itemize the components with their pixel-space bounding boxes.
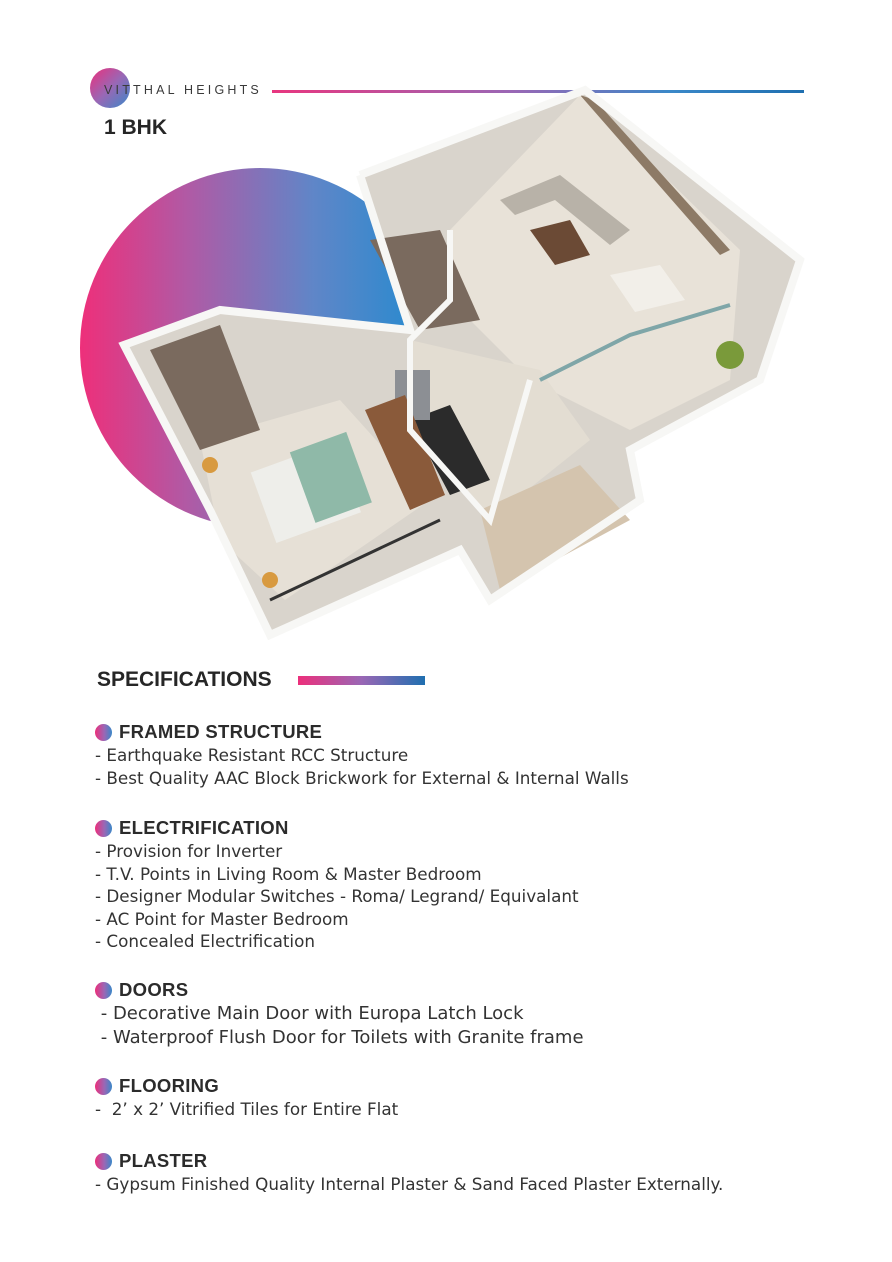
spec-item: - AC Point for Master Bedroom	[95, 908, 349, 929]
unit-type-title: 1 BHK	[104, 116, 168, 139]
lamp-1	[202, 457, 218, 473]
spec-section-framed-structure	[95, 720, 629, 789]
section-heading: ELECTRIFICATION	[119, 817, 289, 838]
section-heading: FLOORING	[119, 1075, 220, 1096]
section-heading: PLASTER	[119, 1150, 208, 1171]
spec-section-doors	[95, 978, 584, 1050]
spec-item: - T.V. Points in Living Room & Master Bedroom	[95, 863, 482, 884]
spec-item: - Best Quality AAC Block Brickwork for External & Internal Walls	[95, 767, 629, 788]
spec-item: - 2’ x 2’ Vitrified Tiles for Entire Flat	[95, 1099, 399, 1119]
bullet-dot-icon	[95, 820, 112, 837]
spec-item: - Earthquake Resistant RCC Structure	[95, 745, 409, 765]
lamp-2	[262, 572, 278, 588]
spec-section-flooring	[95, 1074, 398, 1121]
spec-item: - Decorative Main Door with Europa Latch Lock	[95, 1003, 524, 1024]
spec-item: - Designer Modular Switches - Roma/ Legrand/ Equivalant	[95, 886, 579, 906]
spec-section-electrification	[95, 816, 579, 953]
bullet-dot-icon	[95, 724, 112, 741]
plant	[716, 341, 744, 369]
spec-item: - Waterproof Flush Door for Toilets with Granite frame	[95, 1027, 584, 1048]
section-heading: FRAMED STRUCTURE	[119, 721, 323, 742]
spec-section-plaster	[95, 1149, 723, 1196]
brand-name: VITTHAL HEIGHTS	[104, 83, 262, 97]
section-heading: DOORS	[119, 979, 189, 1000]
spec-item: - Concealed Electrification	[95, 931, 315, 951]
spec-item: - Provision for Inverter	[95, 841, 283, 861]
specifications-accent-bar	[298, 676, 425, 685]
bullet-dot-icon	[95, 1153, 112, 1170]
bullet-dot-icon	[95, 1078, 112, 1095]
bullet-dot-icon	[95, 982, 112, 999]
spec-item: - Gypsum Finished Quality Internal Plaster & Sand Faced Plaster Externally.	[95, 1174, 724, 1194]
specifications-title: SPECIFICATIONS	[97, 668, 272, 691]
floor-plan-illustration	[110, 80, 810, 640]
